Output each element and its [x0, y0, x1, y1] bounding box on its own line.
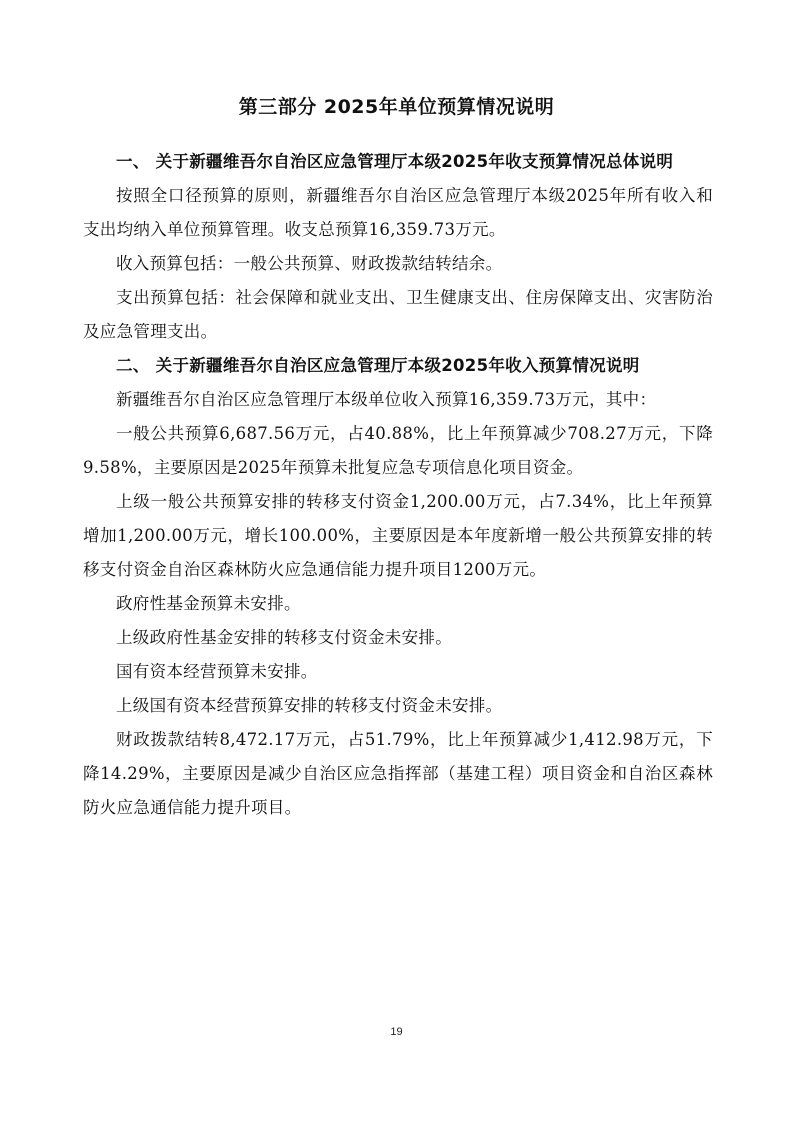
paragraph: 国有资本经营预算未安排。 — [116, 662, 318, 681]
paragraph: 政府性基金预算未安排。 — [116, 594, 301, 613]
paragraph: 新疆维吾尔自治区应急管理厅本级单位收入预算16,359.73万元，其中： — [116, 390, 657, 409]
paragraph: 财政拨款结转8,472.17万元，占51.79%，比上年预算减少1,412.98万元，下降14.29%，主要原因是减少自治区应急指挥部（基建工程）项目资金和自治区森林防火应急通信能力提升项目。 — [83, 730, 713, 817]
paragraph: 按照全口径预算的原则，新疆维吾尔自治区应急管理厅本级2025年所有收入和支出均纳入单位预算管理。收支总预算16,359.73万元。 — [83, 186, 713, 239]
paragraph: 上级国有资本经营预算安排的转移支付资金未安排。 — [116, 696, 503, 715]
paragraph: 收入预算包括：一般公共预算、财政拨款结转结余。 — [116, 254, 503, 273]
section-heading-1: 一、 关于新疆维吾尔自治区应急管理厅本级2025年收支预算情况总体说明 — [116, 152, 674, 171]
paragraph: 上级一般公共预算安排的转移支付资金1,200.00万元，占7.34%，比上年预算增加1,200.00万元，增长100.00%，主要原因是本年度新增一般公共预算安排的转移支付资金自治区森林防火应急通信能力提升项目1200万元。 — [83, 492, 713, 579]
document-body — [83, 145, 713, 825]
page-title: 第三部分 2025年单位预算情况说明 — [238, 96, 555, 118]
paragraph: 一般公共预算6,687.56万元，占40.88%，比上年预算减少708.27万元，下降9.58%，主要原因是2025年预算未批复应急专项信息化项目资金。 — [83, 424, 713, 477]
section-heading-2: 二、 关于新疆维吾尔自治区应急管理厅本级2025年收入预算情况说明 — [116, 356, 640, 375]
paragraph: 上级政府性基金安排的转移支付资金未安排。 — [116, 628, 452, 647]
page-number: 19 — [390, 1026, 403, 1038]
paragraph: 支出预算包括：社会保障和就业支出、卫生健康支出、住房保障支出、灾害防治及应急管理支出。 — [83, 288, 713, 341]
